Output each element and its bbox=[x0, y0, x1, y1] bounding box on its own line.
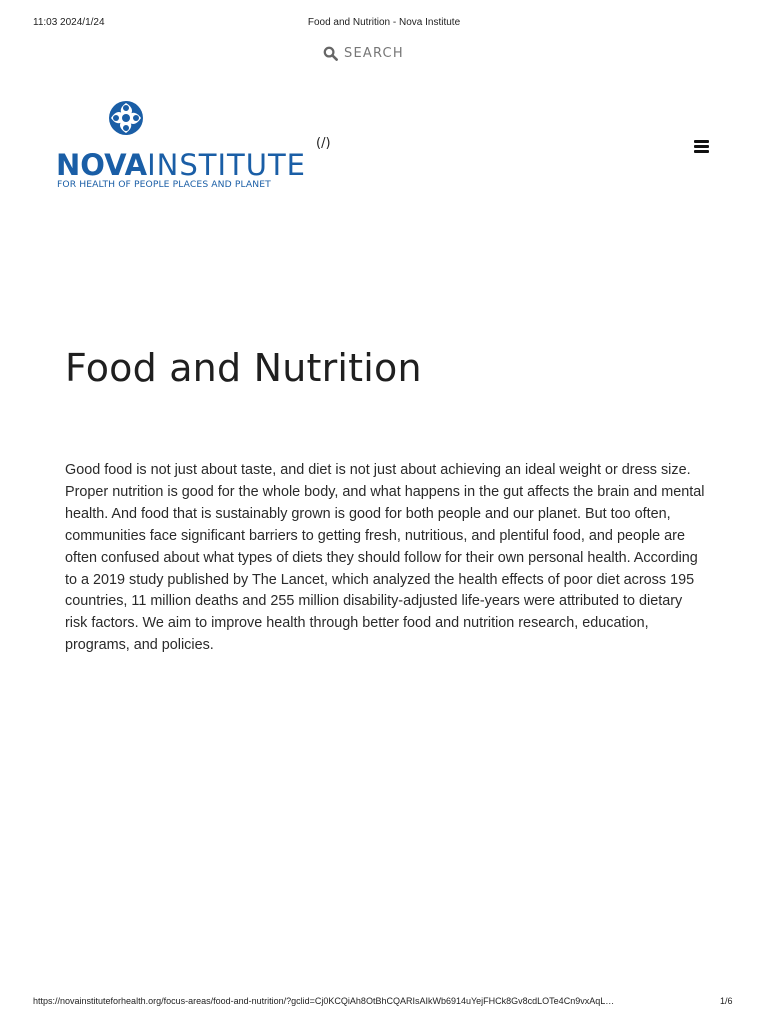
intro-paragraph: Good food is not just about taste, and diet is not just about achieving an ideal weight or dress size. Proper nutrition is good for the whole body, and what happens in the gut affects the brain and mental health. And food that is sustainably grown is good for both people and our planet. But too often, communities face significant barriers to getting fresh, nutritious, and plentiful food, and people are often confused about what types of diets they should follow for their own personal health. According to a 2019 study published by The Lancet, which analyzed the health effects of poor diet across 195 countries, 11 million deaths and 255 million disability-adjusted life-years were attributed to dietary risk factors. We aim to improve health through better food and nutrition research, education, programs, and policies. bbox=[65, 462, 705, 654]
hamburger-menu-icon[interactable] bbox=[694, 140, 709, 153]
search-label: SEARCH bbox=[344, 46, 404, 61]
print-header bbox=[0, 14, 768, 30]
logo-brand-bold: NOVA bbox=[56, 148, 148, 182]
logo-wordmark bbox=[56, 150, 306, 180]
nova-globe-logo-icon bbox=[108, 100, 144, 141]
print-footer-url: https://novainstituteforhealth.org/focus-areas/food-and-nutrition/?gclid=Cj0KCQiAh8OtBhCQARIsAIkWb6914uYejFHCk8Gv8cdLOTe4Cn9vxAqL… bbox=[33, 996, 615, 1006]
print-timestamp: 11:03 2024/1/24 bbox=[33, 17, 105, 28]
page-title: Food and Nutrition bbox=[65, 346, 422, 390]
logo-tagline: FOR HEALTH OF PEOPLE PLACES AND PLANET bbox=[57, 179, 271, 190]
code-glyph: (/) bbox=[316, 136, 331, 151]
search-button[interactable] bbox=[323, 46, 404, 61]
print-page-number: 1/6 bbox=[720, 996, 733, 1006]
print-document-title: Food and Nutrition - Nova Institute bbox=[307, 17, 461, 28]
nova-institute-logo[interactable] bbox=[56, 100, 316, 192]
search-icon bbox=[323, 46, 338, 61]
logo-brand-light: INSTITUTE bbox=[147, 148, 306, 182]
